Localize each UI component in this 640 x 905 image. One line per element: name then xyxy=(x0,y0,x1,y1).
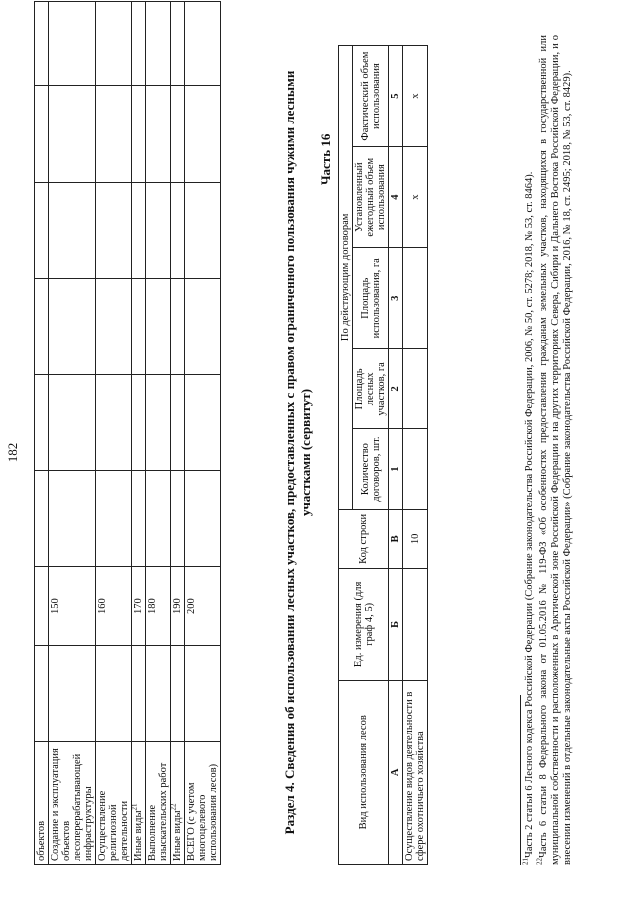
part-label: Часть 16 xyxy=(318,133,333,185)
row-label xyxy=(185,742,221,865)
code-cell: 190 xyxy=(171,567,185,646)
data-cell xyxy=(96,471,132,567)
table-row xyxy=(49,2,96,865)
data-cell xyxy=(132,374,146,470)
data-cell xyxy=(171,86,185,182)
main-table xyxy=(338,45,428,865)
code-cell: 10 xyxy=(403,509,428,568)
data-cell xyxy=(96,278,132,374)
row-label-text: Иные виды xyxy=(133,810,144,861)
code-cell: 160 xyxy=(96,567,132,646)
footnote-text: Часть 2 статьи 6 Лесного кодекса Российской Федерации (Собрание законодательства Российской Федерации, 2006, № 50, ст. 5278; 2018, № 53, ст. 8464). xyxy=(524,171,535,858)
data-cell xyxy=(35,278,49,374)
footnote-rule xyxy=(520,695,521,865)
row-label xyxy=(35,742,49,865)
data-cell xyxy=(146,471,171,567)
data-cell xyxy=(171,2,185,86)
row-label-text: Осуществление религиозной деятельности xyxy=(97,790,130,861)
table-row xyxy=(35,2,49,865)
data-cell xyxy=(171,471,185,567)
data-cell xyxy=(49,2,96,86)
footnote-mark: 21 xyxy=(130,803,139,811)
data-cell xyxy=(185,86,221,182)
row-label xyxy=(132,742,146,865)
row-label xyxy=(146,742,171,865)
row-label-text: ВСЕГО (с учетом многоцелевого использования лесов) xyxy=(186,763,219,861)
header-area-use: Площадь использования, га xyxy=(353,248,389,349)
row-label-text: Создание и эксплуатация объектов лесоперерабатывающей инфраструктуры xyxy=(50,748,94,861)
data-cell xyxy=(171,278,185,374)
header-area-plots: Площадь лесных участков, га xyxy=(353,349,389,429)
data-cell xyxy=(96,86,132,182)
data-cell xyxy=(132,182,146,278)
header-contracts: Количество договоров, шт. xyxy=(353,429,389,509)
section-title: Раздел 4. Сведения об использовании лесных участков, предоставленных с правом ограниченного пользования чужими лесными участками (сервитут) xyxy=(282,70,313,835)
column-letter: 1 xyxy=(389,429,403,509)
code-cell: 200 xyxy=(185,567,221,646)
row-label xyxy=(171,742,185,865)
data-cell: x xyxy=(403,46,428,147)
data-cell xyxy=(171,374,185,470)
unit-cell xyxy=(96,645,132,741)
footnote-mark: 22 xyxy=(169,803,178,811)
data-cell xyxy=(132,278,146,374)
footnote-mark: 21 xyxy=(521,858,530,865)
usage-cell: Осуществление видов деятельности в сфере охотничьего хозяйства xyxy=(403,680,428,864)
header-unit: Ед. измерения (для граф 4, 5) xyxy=(339,569,389,680)
row-label xyxy=(96,742,132,865)
page-number: 182 xyxy=(5,442,20,463)
data-cell xyxy=(185,374,221,470)
code-cell: 170 xyxy=(132,567,146,646)
column-letter: 4 xyxy=(389,147,403,248)
table-row xyxy=(171,2,185,865)
data-cell xyxy=(49,278,96,374)
data-cell xyxy=(146,374,171,470)
data-cell xyxy=(35,182,49,278)
footnote-mark: 22 xyxy=(535,858,544,865)
data-cell xyxy=(96,182,132,278)
footnote xyxy=(521,35,536,865)
continuation-table xyxy=(34,1,221,865)
column-letter: Б xyxy=(389,569,403,680)
data-cell xyxy=(35,374,49,470)
column-letter: 5 xyxy=(389,46,403,147)
header-code: Код строки xyxy=(339,509,389,568)
header-usage: Вид использования лесов xyxy=(339,680,389,864)
data-cell xyxy=(35,471,49,567)
data-cell xyxy=(146,182,171,278)
table-row xyxy=(146,2,171,865)
table-row xyxy=(132,2,146,865)
row-label-text: Иные виды xyxy=(172,810,183,861)
footnotes xyxy=(520,35,576,865)
data-cell xyxy=(96,2,132,86)
unit-cell xyxy=(185,645,221,741)
code-cell xyxy=(35,567,49,646)
unit-cell xyxy=(146,645,171,741)
data-cell xyxy=(35,2,49,86)
header-actual: Фактический объем использования xyxy=(353,46,389,147)
unit-cell xyxy=(171,645,185,741)
data-cell xyxy=(146,278,171,374)
data-cell xyxy=(403,248,428,349)
data-cell xyxy=(185,2,221,86)
column-letter: А xyxy=(389,680,403,864)
data-cell xyxy=(403,429,428,509)
data-cell xyxy=(132,86,146,182)
row-label xyxy=(49,742,96,865)
header-group: По действующим договорам xyxy=(339,46,353,510)
footnote xyxy=(535,35,574,865)
unit-cell xyxy=(403,569,428,680)
code-cell: 150 xyxy=(49,567,96,646)
code-cell: 180 xyxy=(146,567,171,646)
data-cell: x xyxy=(403,147,428,248)
data-cell xyxy=(146,86,171,182)
data-cell xyxy=(185,278,221,374)
data-cell xyxy=(49,374,96,470)
column-letter: В xyxy=(389,509,403,568)
data-cell xyxy=(185,182,221,278)
data-cell xyxy=(171,182,185,278)
unit-cell xyxy=(132,645,146,741)
data-cell xyxy=(403,349,428,429)
row-label-text: объектов xyxy=(36,820,47,861)
data-cell xyxy=(132,471,146,567)
unit-cell xyxy=(49,645,96,741)
data-cell xyxy=(146,2,171,86)
table-row xyxy=(185,2,221,865)
column-letter: 2 xyxy=(389,349,403,429)
data-cell xyxy=(96,374,132,470)
column-letter: 3 xyxy=(389,248,403,349)
table-row xyxy=(403,46,428,865)
data-cell xyxy=(132,2,146,86)
data-cell xyxy=(49,182,96,278)
data-cell xyxy=(185,471,221,567)
data-cell xyxy=(49,471,96,567)
table-row xyxy=(96,2,132,865)
data-cell xyxy=(49,86,96,182)
footnote-text: Часть 6 статьи 8 Федерального закона от 01.05.2016 № 119-ФЗ «Об особенностях предоставления гражданам земельных участков, находящихся в государственной или муниципальной собственности и расположенных в Арктической зоне Российской Федерации и на других территориях Севера, Сибири и Дальнего Востока Российской Федерации, и о внесении изменений в отдельные законодательные акты Российской Федерации» (Собрание законодательства Российской Федерации, 2016, № 18, ст. 2495; 2018, № 53, ст. 8429). xyxy=(538,35,573,865)
unit-cell xyxy=(35,645,49,741)
header-annual: Установленный ежегодный объем использования xyxy=(353,147,389,248)
row-label-text: Выполнение изыскательских работ xyxy=(147,762,169,861)
data-cell xyxy=(35,86,49,182)
